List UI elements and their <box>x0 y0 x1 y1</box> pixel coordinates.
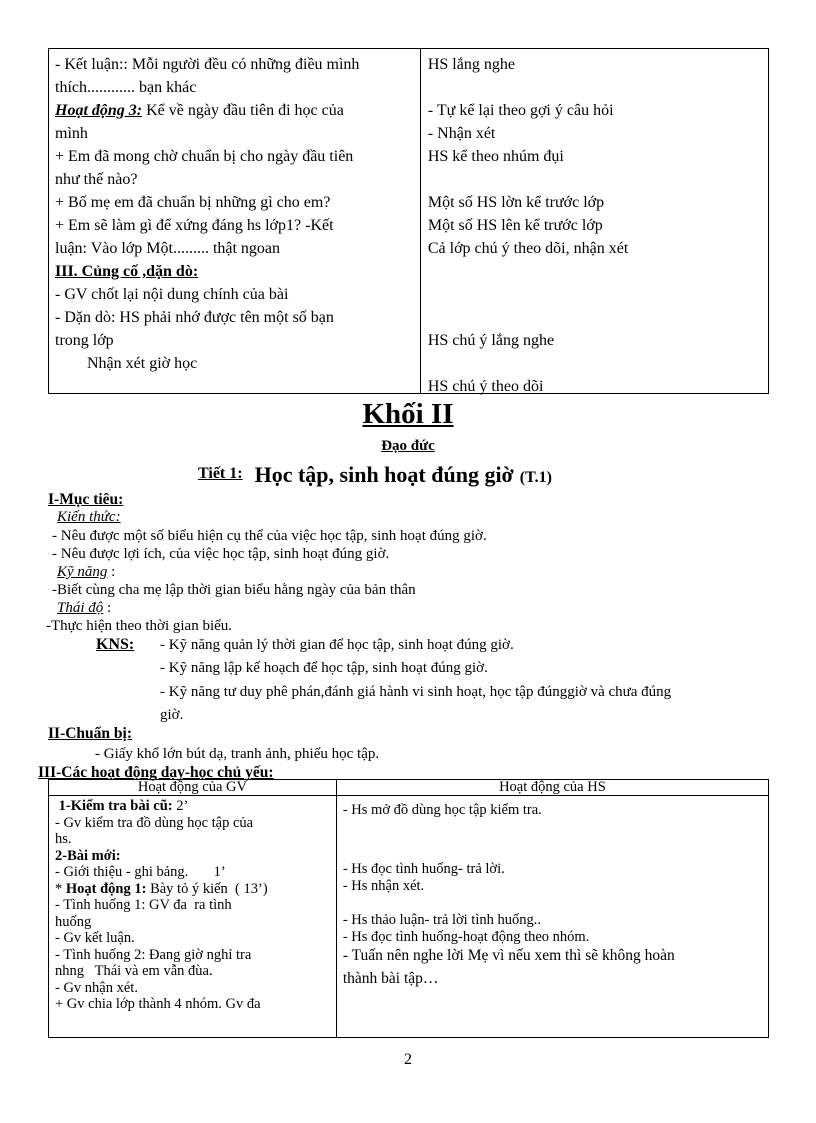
activities-right-cell <box>336 796 768 1038</box>
page-number: 2 <box>404 1051 412 1068</box>
text-line <box>55 996 336 1013</box>
text-run: + Em sẽ làm gì để xứng đáng hs lớp1? -Kết <box>55 217 334 234</box>
text-run: + Gv chia lớp thành 4 nhóm. Gv đa <box>55 996 261 1012</box>
objectives-heading: I-Mục tiêu: <box>48 491 124 508</box>
student-activity-line: - Hs mở đồ dùng học tập kiểm tra. <box>342 802 542 818</box>
skills-label-row <box>57 563 115 582</box>
lesson-title-row <box>198 462 552 488</box>
attitude-colon: : <box>103 600 112 616</box>
kns-item-3: - Kỹ năng tư duy phê phán,đánh giá hành vi sinh hoạt, học tập đúnggiờ và chưa đúng <box>160 684 672 700</box>
text-line <box>55 815 336 832</box>
student-activity-line: - Hs đọc tình huống-hoạt động theo nhóm. <box>342 929 590 945</box>
text-line <box>55 897 336 914</box>
text-run: - Gv kiểm tra đồ dùng học tập của <box>55 814 254 831</box>
text-line <box>55 980 336 997</box>
subject-heading: Đạo đức <box>381 438 435 454</box>
attitude-label-row <box>57 599 111 618</box>
text-run: - Gv nhận xét. <box>55 979 138 996</box>
student-activity-line: - Hs đọc tình huống- trả lời. <box>342 861 505 877</box>
text-run: - Giới thiệu - ghi bảng. 1’ <box>55 864 226 880</box>
text-line <box>55 214 420 237</box>
text-run: Nhận xét giờ học <box>55 355 198 372</box>
text-line <box>55 329 420 352</box>
text-line <box>55 191 420 214</box>
text-run: Kể về ngày đầu tiên đi học của <box>142 102 344 119</box>
text-line <box>55 306 420 329</box>
col-header-gv <box>49 780 337 796</box>
text-run: nhng Thái và em vẫn đùa. <box>55 963 213 979</box>
student-activity-line: HS kể theo nhúm đụi <box>427 148 564 165</box>
lesson-part: (T.1) <box>519 469 552 486</box>
text-run: hs. <box>55 831 72 847</box>
text-line <box>55 930 336 947</box>
student-activity-line: Cả lớp chú ý theo dõi, nhận xét <box>427 240 629 257</box>
top-table-left-cell <box>49 49 421 394</box>
student-activity-line: Một số HS lờn kể trước lớp <box>427 194 605 211</box>
text-run: Hoạt động 1: <box>65 880 147 897</box>
kns-label: KNS: <box>96 636 135 653</box>
kns-item-2: - Kỹ năng lập kế hoạch để học tập, sinh hoạt đúng giờ. <box>160 660 488 676</box>
top-lesson-table <box>48 48 769 394</box>
text-run: + Em đã mong chờ chuẩn bị cho ngày đầu tiên <box>55 148 354 165</box>
text-run: 2-Bài mới: <box>55 847 121 864</box>
text-run: - Gv kết luận. <box>55 930 135 946</box>
col-header-hs <box>336 780 768 796</box>
text-run: Hoạt động 3: <box>55 102 143 119</box>
activities-table <box>48 779 769 1038</box>
text-line <box>55 237 420 260</box>
text-line <box>55 798 336 815</box>
kns-item-4: giờ. <box>160 707 184 723</box>
text-line <box>55 831 336 848</box>
text-line <box>55 260 420 283</box>
prep-heading: II-Chuẩn bị: <box>48 725 132 742</box>
skills-label: Kỹ năng <box>57 564 108 580</box>
text-line <box>55 53 420 76</box>
text-line <box>55 168 420 191</box>
text-line <box>55 99 420 122</box>
text-line <box>55 914 336 931</box>
text-run: - Tình huống 2: Đang giờ nghỉ tra <box>55 946 252 963</box>
student-activity-line: HS lắng nghe <box>427 56 515 73</box>
student-activity-line: - Tuấn nên nghe lời Mẹ vì nếu xem thì sẽ không hoàn <box>342 947 675 964</box>
text-run: trong lớp <box>55 332 114 349</box>
grade-heading: Khối II <box>362 398 454 430</box>
col-header-gv-label: Hoạt động của GV <box>137 779 247 795</box>
text-line <box>55 122 420 145</box>
student-activity-line: - Nhận xét <box>427 125 496 142</box>
text-line <box>55 947 336 964</box>
activities-left-cell <box>49 796 337 1038</box>
text-run: như thế nào? <box>55 171 138 188</box>
attitude-label: Thái độ <box>57 600 104 616</box>
text-line <box>55 864 336 881</box>
activities-heading: III-Các hoạt động dạy-học chủ yếu: <box>38 764 274 781</box>
knowledge-item-1: - Nêu được một số biểu hiện cụ thể của việc học tập, sinh hoạt đúng giờ. <box>52 528 487 544</box>
text-run: - Kết luận:: Mỗi người đều có những điều mình <box>55 56 360 73</box>
lesson-number: Tiết 1: <box>198 465 243 482</box>
student-activity-line: HS chú ý theo dõi <box>427 378 544 395</box>
text-line <box>55 283 420 306</box>
text-run: mình <box>55 125 88 142</box>
text-run: III. Củng cố ,dặn dò: <box>55 263 199 280</box>
knowledge-item-2: - Nêu được lợi ích, của việc học tập, sinh hoạt đúng giờ. <box>52 546 390 562</box>
text-line <box>55 352 420 375</box>
col-header-hs-label: Hoạt động của HS <box>499 779 606 795</box>
skills-item: -Biết cùng cha mẹ lập thời gian biểu hằng ngày của bản thân <box>52 582 416 598</box>
text-run: - GV chốt lại nội dung chính của bài <box>55 286 289 303</box>
student-activity-line: Một số HS lên kể trước lớp <box>427 217 603 234</box>
student-activity-line: - Hs nhận xét. <box>342 878 425 894</box>
text-line <box>55 963 336 980</box>
student-activity-line: - Tự kể lại theo gợi ý câu hỏi <box>427 102 614 119</box>
text-run: huống <box>55 913 92 930</box>
text-run: luận: Vào lớp Một......... thật ngoan <box>55 240 281 257</box>
text-run: - Dặn dò: HS phải nhớ được tên một số bạn <box>55 309 334 326</box>
top-table-right-cell <box>420 49 768 394</box>
student-activity-line: HS chú ý lắng nghe <box>427 332 555 349</box>
text-run: thích............ bạn khác <box>55 79 197 96</box>
text-line <box>55 881 336 898</box>
text-line <box>55 848 336 865</box>
kns-item-1: - Kỹ năng quản lý thời gian để học tập, sinh hoạt đúng giờ. <box>160 637 514 653</box>
skills-colon: : <box>107 564 116 580</box>
knowledge-label: Kiến thức: <box>57 509 121 525</box>
attitude-item: -Thực hiện theo thời gian biểu. <box>46 618 233 634</box>
text-run: - Tình huống 1: GV đa ra tình <box>55 897 232 913</box>
prep-text: - Giấy khổ lớn bút dạ, tranh ảnh, phiếu học tập. <box>95 746 380 762</box>
text-run: 1-Kiểm tra bài cũ: <box>55 798 173 814</box>
text-line <box>55 145 420 168</box>
text-line <box>55 76 420 99</box>
student-activity-line: thành bài tập… <box>342 970 439 987</box>
text-run: * <box>55 880 66 897</box>
lesson-title: Học tập, sinh hoạt đúng giờ <box>254 462 514 487</box>
text-run: + Bố mẹ em đã chuẩn bị những gì cho em? <box>55 194 331 211</box>
text-run: Bày tỏ ý kiến ( 13’) <box>146 880 268 897</box>
text-run: 2’ <box>172 798 189 814</box>
student-activity-line: - Hs thảo luận- trả lời tình huống.. <box>342 912 541 928</box>
